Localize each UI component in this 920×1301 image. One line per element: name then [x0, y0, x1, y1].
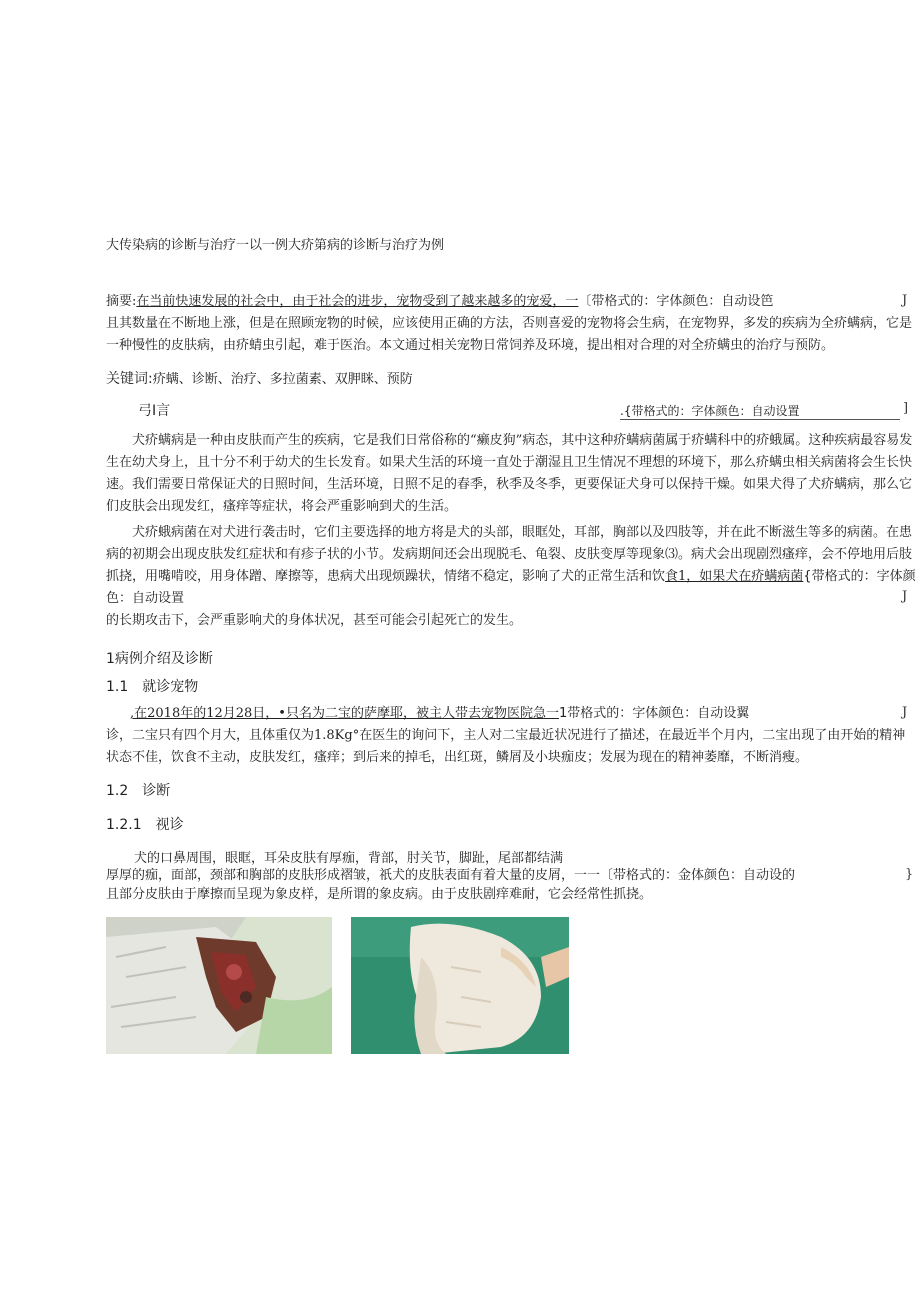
visual-exam-text: 厚厚的痂，面部，颈部和胸部的皮肤形成褶皱，祇犬的皮肤表面有着大量的皮屑，一一 — [106, 868, 601, 883]
intro-heading: 弓I言 — [138, 403, 171, 419]
intro-revision-mark: ] — [903, 401, 909, 416]
section-1-1-line — [130, 705, 749, 723]
section-1-2-1-heading: 1.2.1 视诊 — [106, 817, 184, 833]
abstract-line — [106, 293, 773, 311]
section-1-1-format-note: 1带格式的：字体颜色：自动设翼 — [558, 706, 750, 721]
abstract-revision-mark: J — [902, 293, 908, 308]
keywords-line — [106, 370, 413, 389]
visual-exam-format-note: 〔带格式的：金体颜色：自动设的 — [600, 868, 796, 883]
keywords-text: 疥螨、诊断、治疗、多拉菌素、双胛眯、预防 — [152, 372, 413, 387]
section-1-1-revision-mark: J — [902, 705, 908, 720]
keywords-label: 关键词: — [106, 371, 153, 387]
intro-p2-underlined: 食1，如果犬在疥螨病菌 — [665, 569, 804, 584]
visual-exam-revision-mark: } — [905, 867, 914, 882]
photo-dog-body — [351, 917, 569, 1054]
section-1-2-heading: 1.2 诊断 — [106, 783, 171, 799]
intro-p2-format-note: {带格式的：字体颜色：自动设置 — [106, 569, 916, 606]
intro-format-note: .{带格式的：字体颜色：自动设置 — [620, 402, 900, 420]
intro-paragraph-2 — [106, 522, 918, 610]
abstract-format-note: 〔带格式的：字体颜色：自动设笆 — [578, 294, 774, 309]
photo-skin-lesion — [106, 917, 332, 1054]
abstract-body: 且其数量在不断地上涨，但是在照顾宠物的时候，应该使用正确的方法，否则喜爱的宠物将会生病，在宠物界，多发的疾病为全疥螨病，它是一种慢性的皮肤病，由疥蜻虫引起，难于医治。本文通过相关宠物日常饲养及环境，提出相对合理的对全疥螨虫的治疗与预防。 — [106, 316, 913, 353]
visual-exam-line-3: 且部分皮肤由于摩擦而呈现为象皮样，是所谓的象皮病。由于皮肤剧痒难耐，它会经常性抓挠。 — [106, 887, 653, 902]
abstract-underlined-text: 在当前快速发展的社会中，由于社会的进步，宠物受到了越来越多的宠爱，一 — [136, 294, 579, 309]
section-1-1-underlined: ,在2018年的12月28日，•只名为二宝的萨摩耶，被主人带去宠物医院急一 — [130, 706, 559, 721]
section-1-1-heading: 1.1 就诊宠物 — [106, 679, 199, 695]
abstract-label: 摘要: — [106, 294, 137, 309]
photo-skin-lesion-image — [106, 917, 332, 1054]
intro-paragraph-1: 犬疥螨病是一种由皮肤而产生的疾病，它是我们日常俗称的“癞皮狗”病态，其中这种疥螨病菌属于疥螨科中的疥蛾属。这种疾病最容易发生在幼犬身上，且十分不利于幼犬的生长发育。如果犬生活的环境一直处于潮湿且卫生情况不理想的环境下，那么疥螨虫相关病菌将会生长快速。我们需要日常保证犬的日照时间，生活环境，日照不足的春季，秋季及冬季，更要保证犬身可以保持干燥。如果犬得了犬疥螨病，那么它们皮肤会出现发红，瘙痒等症状，将会严重影响到犬的生活。 — [106, 433, 913, 514]
visual-exam-line-2 — [106, 867, 795, 885]
document-title: 大传染病的诊断与治疗一以一例大疥第病的诊断与治疗为例 — [106, 238, 445, 253]
intro-paragraph-2-end: 的长期攻击下，会严重影响犬的身体状况，甚至可能会引起死亡的发生。 — [106, 613, 523, 628]
section-1-heading: 1病例介绍及诊断 — [106, 651, 213, 667]
intro-p2-revision-mark: J — [902, 589, 908, 604]
visual-exam-line-1: 犬的口鼻周围，眼眶，耳朵皮肤有厚痂，背部，肘关节，脚趾，尾部都结满 — [134, 851, 564, 866]
intro-p2-text: 犬疥蛾病菌在对犬进行袭击时，它们主要选择的地方将是犬的头部，眼眶处，耳部，胸部以及四肢等，并在此不断滋生等多的病菌。在患病的初期会出现皮肤发红症状和有疹子状的小节。发病期间还会出现脱毛、龟裂、皮肤变厚等现象⑶。病犬会出现剧烈瘙痒，会不停地用后肢抓挠，用嘴啃咬，用身体蹭、摩擦等，患病犬出现烦躁状，情绪不稳定，影响了犬的正常生活和饮 — [106, 525, 913, 584]
photo-dog-body-image — [351, 917, 569, 1054]
section-1-1-body: 诊，二宝只有四个月大，且体重仅为1.8Kg°在医生的询问下，主人对二宝最近状况进行了描述，在最近半个月内，二宝出现了由开始的精神状态不佳，饮食不主动，皮肤发红，瘙痒；到后来的掉毛，出红斑，鳞屑及小块痂皮；发展为现在的精神萎靡，不断消瘦。 — [106, 728, 906, 765]
